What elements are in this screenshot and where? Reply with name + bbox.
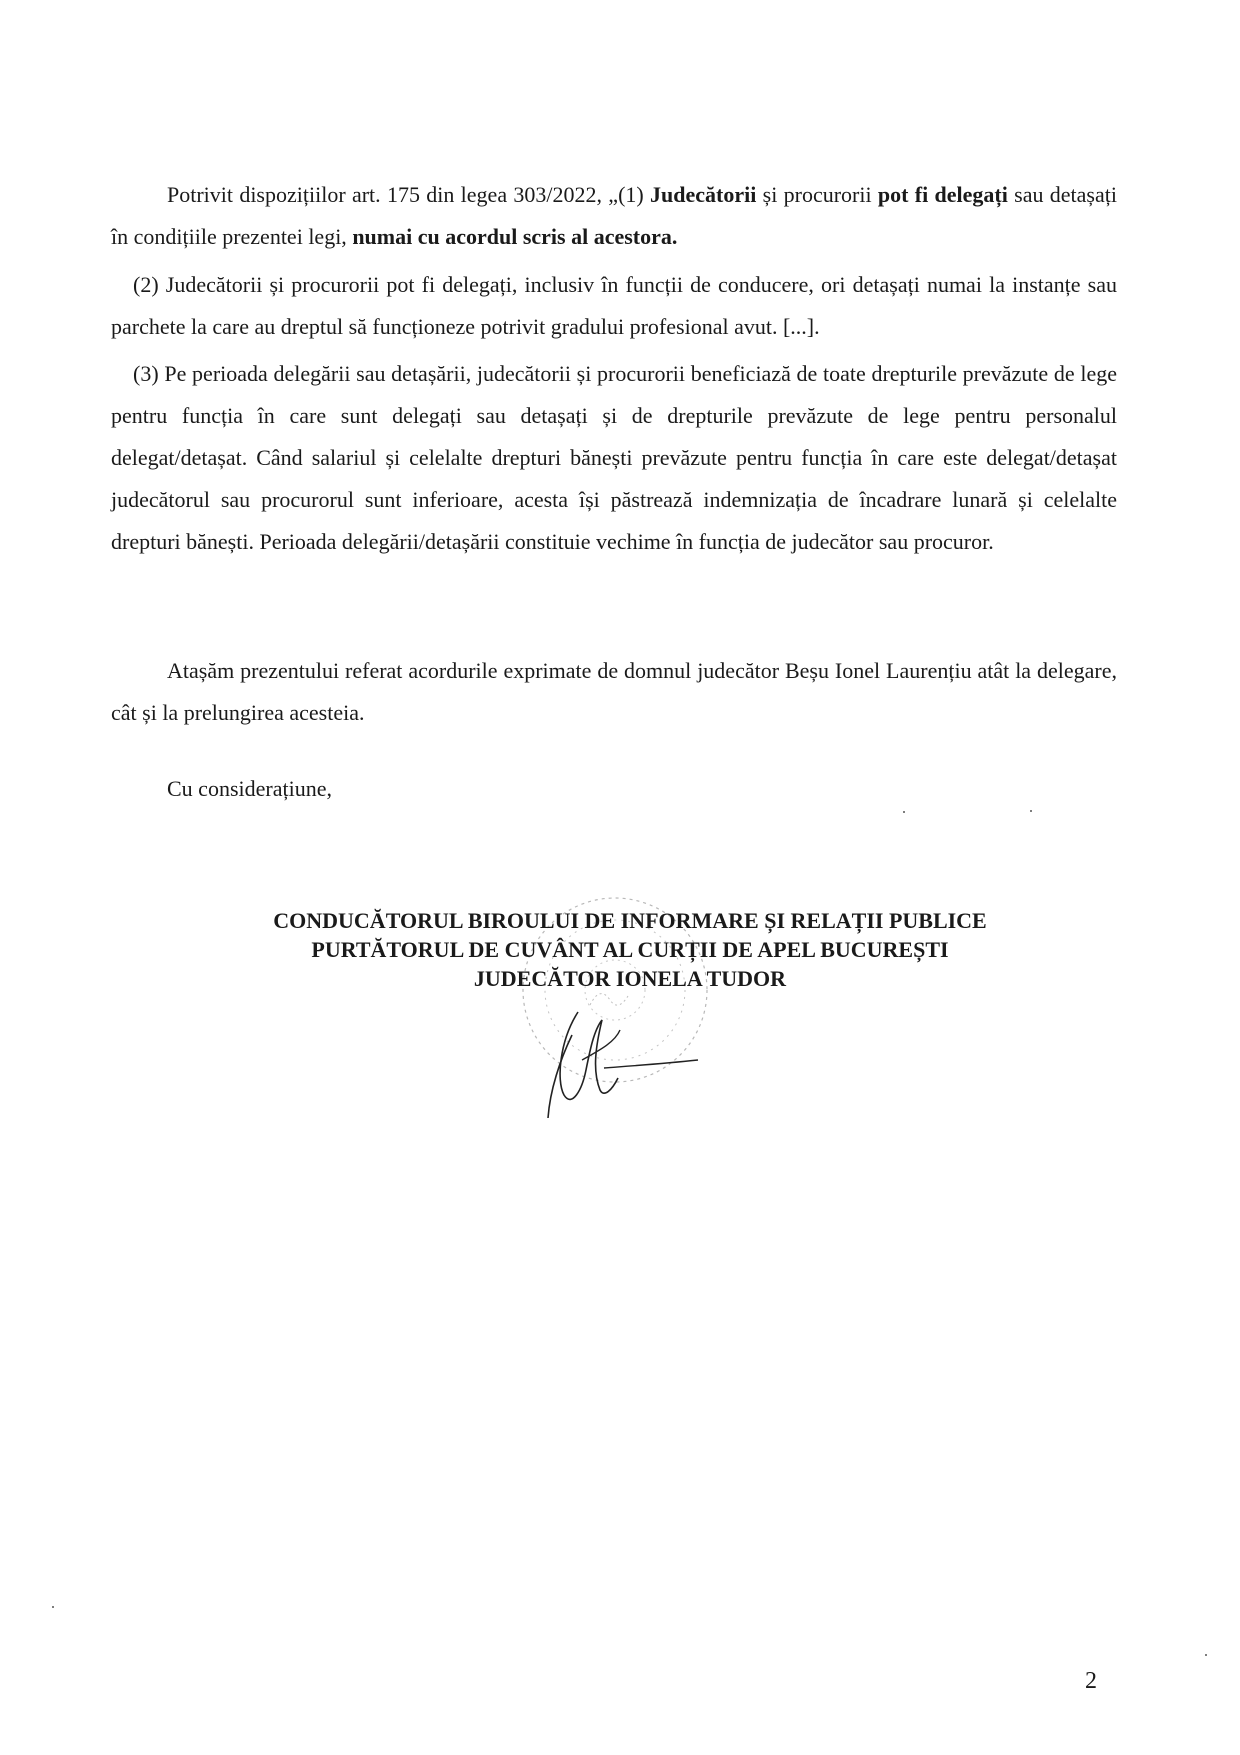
p1-text-1: Potrivit dispozițiilor art. 175 din legea 303/2022, „(1) <box>167 182 651 207</box>
page-number: 2 <box>1085 1668 1097 1694</box>
paragraph-3-text: (3) Pe perioada delegării sau detașării, judecătorii și procurorii beneficiază de toate drepturile prevăzute de lege pentru funcția în care sunt delegați sau detașați și de drepturile prevăzute de lege pentru personalul delegat/detașat. Când salariul și celelalte drepturi bănești prevăzute pentru funcția în care este delegat/detașat judecătorul sau procurorul sunt inferioare, acesta își păstrează indemnizația de încadrare lunară și celelalte drepturi bănești. Perioada delegării/detașării constituie vechime în funcția de judecător sau procuror. <box>111 361 1117 554</box>
handwritten-signature-icon <box>520 990 710 1120</box>
paragraph-4-text: Atașăm prezentului referat acordurile exprimate de domnul judecător Beșu Ionel Laurențiu atât la delegare, cât și la prelungirea acesteia. <box>111 658 1117 725</box>
scan-speck <box>1030 810 1032 812</box>
signatory-name: JUDECĂTOR IONELA TUDOR <box>473 966 787 991</box>
signatory-title-2: PURTĂTORUL DE CUVÂNT AL CURȚII DE APEL BUCUREȘTI <box>311 937 949 962</box>
signature-block <box>130 906 1130 993</box>
paragraph-2 <box>111 264 1117 348</box>
p1-bold-2: pot fi delegați <box>877 182 1008 207</box>
closing-salutation <box>111 768 1117 810</box>
p1-bold-1: Judecătorii <box>650 182 757 207</box>
scan-speck <box>903 811 905 813</box>
p1-text-2: și procurorii <box>756 182 878 207</box>
signatory-title-1: CONDUCĂTORUL BIROULUI DE INFORMARE ȘI RELAȚII PUBLICE <box>273 908 987 933</box>
scan-speck <box>1205 1654 1207 1656</box>
paragraph-2-text: (2) Judecătorii și procurorii pot fi delegați, inclusiv în funcții de conducere, ori detașați numai la instanțe sau parchete la care au dreptul să funcționeze potrivit gradului profesional avut. [...]. <box>111 272 1117 339</box>
p1-bold-3: numai cu acordul scris al acestora. <box>352 224 678 249</box>
p1-text-3: sau detașați în condițiile prezentei legi, <box>111 182 1117 249</box>
scan-speck <box>52 1606 54 1608</box>
paragraph-attachments <box>111 650 1117 734</box>
paragraph-article-175 <box>111 174 1117 258</box>
closing-text: Cu considerațiune, <box>167 776 332 801</box>
paragraph-3 <box>111 353 1117 563</box>
